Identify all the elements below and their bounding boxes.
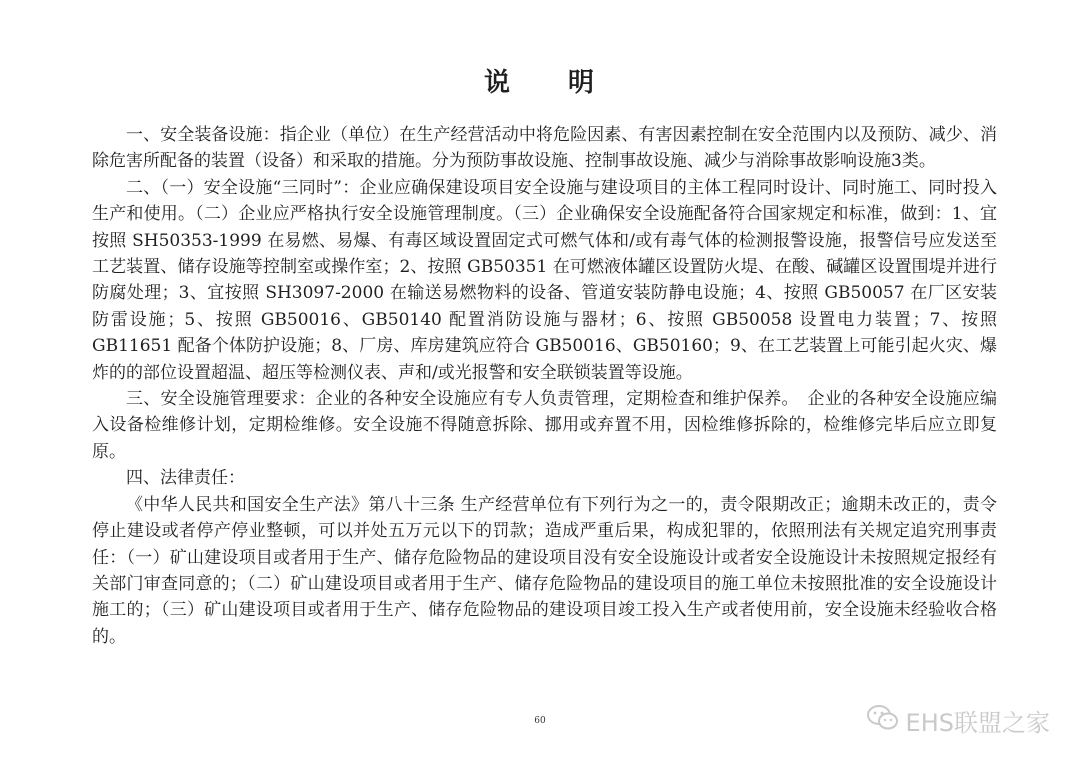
paragraph-legal-liability-heading: 四、法律责任： xyxy=(126,468,245,489)
paragraph-three-simultaneities: 二、（一）安全设施“三同时”：企业应确保建设项目安全设施与建设项目的主体工程同时设计、同时施工、同时投入生产和使用。（二）企业应严格执行安全设施管理制度。（三）企业确保安全设施配备符合国家规定和标准，做到：1、宜按照 SH50353-1999 在易燃、易爆、有毒区域设置固定式可燃气体和/或有毒气体的检测报警设施，报警信号应发送至工艺装置、储存设施等控制室或操作室；2、按照 GB50351 在可燃液体罐区设置防火堤、在酸、碱罐区设置围堤并进行防腐处理；3、宜按照 SH3097-2000 在输送易燃物料的设备、管道安装防静电设施；4、按照 GB50057 在厂区安装防雷设施；5、按照 GB50016、GB50140 配置消防设施与器材；6、按照 GB50058 设置电力装置；7、按照 GB11651 配备个体防护设施；8、厂房、库房建筑应符合 GB50016、GB50160；9、在工艺装置上可能引起火灾、爆炸的的部位设置超温、超压等检测仪表、声和/或光报警和安全联锁装置等设施。 xyxy=(92,177,997,383)
paragraph-management-requirements: 三、安全设施管理要求：企业的各种安全设施应有专人负责管理，定期检查和维护保养。 企业的各种安全设施应编入设备检维修计划，定期检维修。安全设施不得随意拆除、挪用或弃置不用，因检维修拆除的，检维修完毕后应立即复原。 xyxy=(92,389,997,462)
page-title: 说 明 xyxy=(483,68,596,98)
watermark xyxy=(866,703,1050,738)
watermark-text: EHS联盟之家 xyxy=(905,709,1050,737)
document-body xyxy=(92,122,997,650)
page-number: 60 xyxy=(534,716,546,726)
paragraph-safety-law-article: 《中华人民共和国安全生产法》第八十三条 生产经营单位有下列行为之一的，责令限期改正；逾期未改正的，责令停止建设或者停产停业整顿，可以并处五万元以下的罚款；造成严重后果，构成犯罪的，依照刑法有关规定追究刑事责任：（一）矿山建设项目或者用于生产、储存危险物品的建设项目没有安全设施设计或者安全设施设计未按照规定报经有关部门审查同意的；（二）矿山建设项目或者用于生产、储存危险物品的建设项目的施工单位未按照批准的安全设施设计施工的；（三）矿山建设项目或者用于生产、储存危险物品的建设项目竣工投入生产或者使用前，安全设施未经验收合格的。 xyxy=(92,494,997,647)
paragraph-safety-equipment-definition: 一、安全装备设施：指企业（单位）在生产经营活动中将危险因素、有害因素控制在安全范围内以及预防、减少、消除危害所配备的装置（设备）和采取的措施。分为预防事故设施、控制事故设施、减少与消除事故影响设施3类。 xyxy=(92,125,997,172)
wechat-icon xyxy=(866,704,900,738)
